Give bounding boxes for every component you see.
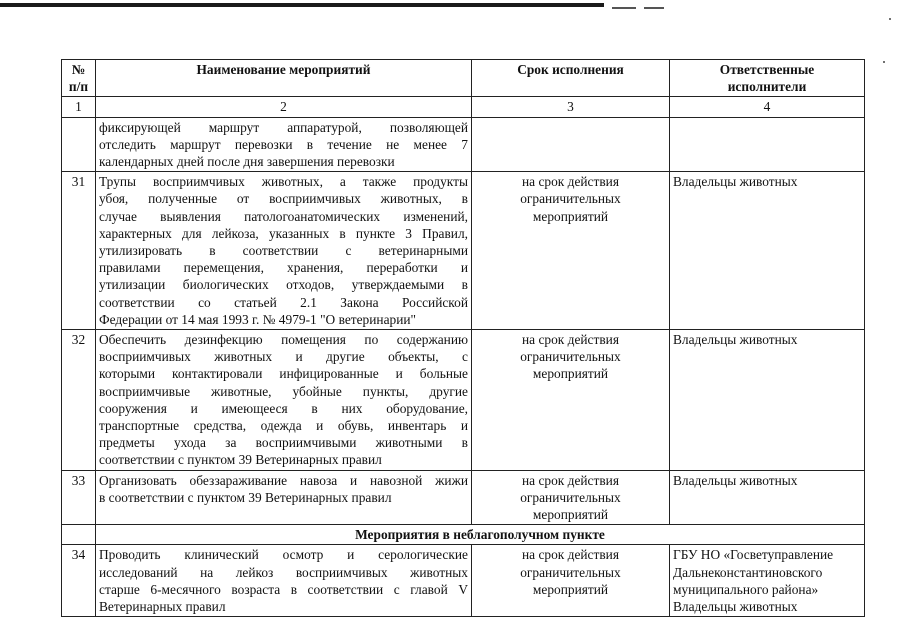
term-cell xyxy=(472,545,670,617)
text-line: которыми контактировали инфицированные и больные xyxy=(99,366,468,382)
row-number: 33 xyxy=(62,470,96,525)
measure-text xyxy=(96,545,472,617)
responsible-line: Дальнеконстантиновского xyxy=(673,564,823,580)
index-cell: 3 xyxy=(472,97,670,117)
header-resp-line1: Ответственные xyxy=(719,62,815,77)
text-line: отследить маршрут перевозки в течение не менее 7 xyxy=(99,136,468,152)
measure-text xyxy=(96,117,472,172)
term-line: ограничительных xyxy=(520,191,621,207)
text-line: Организовать обеззараживание навоза и навозной жижи xyxy=(99,472,468,488)
text-line: восприимчивые животные, убойные пункты, другие xyxy=(99,383,468,399)
header-term: Срок исполнения xyxy=(472,60,670,97)
index-cell: 2 xyxy=(96,97,472,117)
term-cell xyxy=(472,172,670,330)
header-num-line2: п/п xyxy=(68,79,89,95)
index-cell: 1 xyxy=(62,97,96,117)
scan-speck xyxy=(889,18,891,20)
term-line: мероприятий xyxy=(532,366,609,382)
responsible-line: Владельцы животных xyxy=(673,599,798,615)
scan-edge-dash xyxy=(612,7,636,9)
responsible-cell xyxy=(670,172,865,330)
text-line: сооружения и имеющееся в них оборудование, xyxy=(99,400,468,416)
text-line: убоя, полученные от восприимчивых животных, в xyxy=(99,191,468,207)
text-line: календарных дней после дня завершения перевозки xyxy=(99,154,395,170)
text-line: соответствии со статьей 2.1 Закона Российской xyxy=(99,294,468,310)
responsible-line: Владельцы животных xyxy=(673,332,798,348)
continuation-row xyxy=(62,117,865,172)
text-line: фиксирующей маршрут аппаратурой, позволяющей xyxy=(99,119,468,135)
responsible-line: ГБУ НО «Госветуправление xyxy=(673,547,834,563)
text-line: транспортные средства, одежда и обувь, инвентарь и xyxy=(99,418,468,434)
table-row xyxy=(62,470,865,525)
responsible-cell xyxy=(670,470,865,525)
term-line: на срок действия xyxy=(521,332,619,348)
term-line: мероприятий xyxy=(532,581,609,597)
measures-table xyxy=(61,59,865,617)
term-line: мероприятий xyxy=(532,208,609,224)
measure-text xyxy=(96,470,472,525)
section-row xyxy=(62,525,865,545)
text-line: старше 6-месячного возраста в соответствии с главой V xyxy=(99,581,468,597)
term-line: на срок действия xyxy=(521,547,619,563)
text-line: соответствии с пунктом 39 Ветеринарных правил xyxy=(99,452,382,468)
term-line: ограничительных xyxy=(520,564,621,580)
text-line: утилизации биологических отходов, утверждаемыми в xyxy=(99,277,468,293)
text-line: предметы ухода за восприимчивыми животными в xyxy=(99,435,468,451)
text-line: Проводить клинический осмотр и серологические xyxy=(99,547,468,563)
header-name: Наименование мероприятий xyxy=(96,60,472,97)
table-row xyxy=(62,172,865,330)
section-title: Мероприятия в неблагополучном пункте xyxy=(96,525,865,545)
responsible-cell xyxy=(670,330,865,471)
text-line: случае выявления патологоанатомических изменений, xyxy=(99,208,468,224)
term-line: на срок действия xyxy=(521,472,619,488)
term-line: ограничительных xyxy=(520,489,621,505)
row-number xyxy=(62,117,96,172)
text-line: Трупы восприимчивых животных, а также продукты xyxy=(99,174,468,190)
term-line: на срок действия xyxy=(521,174,619,190)
responsible-line: муниципального района» xyxy=(673,581,819,597)
text-line: правилами перемещения, хранения, переработки и xyxy=(99,260,468,276)
row-number: 32 xyxy=(62,330,96,471)
text-line: характерных для лейкоза, указанных в пункте 3 Правил, xyxy=(99,225,468,241)
scan-speck xyxy=(883,61,885,63)
text-line: в соответствии с пунктом 39 Ветеринарных правил xyxy=(99,489,392,505)
term-cell xyxy=(472,117,670,172)
index-row xyxy=(62,97,865,117)
text-line: Федерации от 14 мая 1993 г. № 4979-1 "О ветеринарии" xyxy=(99,311,417,327)
section-num-cell xyxy=(62,525,96,545)
term-cell xyxy=(472,330,670,471)
index-cell: 4 xyxy=(670,97,865,117)
table-row xyxy=(62,330,865,471)
scan-edge-dash xyxy=(644,7,664,9)
row-number: 34 xyxy=(62,545,96,617)
term-cell xyxy=(472,470,670,525)
responsible-cell xyxy=(670,117,865,172)
responsible-cell xyxy=(670,545,865,617)
header-responsible xyxy=(670,60,865,97)
responsible-line: Владельцы животных xyxy=(673,174,798,190)
term-line: мероприятий xyxy=(532,507,609,523)
table-row xyxy=(62,545,865,617)
responsible-line: Владельцы животных xyxy=(673,472,798,488)
header-num xyxy=(62,60,96,97)
scan-edge-bar xyxy=(0,3,604,7)
header-num-line1: № xyxy=(71,62,86,77)
term-line: ограничительных xyxy=(520,349,621,365)
text-line: восприимчивых животных и другие объекты, с xyxy=(99,349,468,365)
text-line: исследований на лейкоз восприимчивых животных xyxy=(99,564,468,580)
header-row xyxy=(62,60,865,97)
text-line: Обеспечить дезинфекцию помещения по содержанию xyxy=(99,332,468,348)
header-resp-line2: исполнители xyxy=(727,79,807,95)
text-line: утилизировать в соответствии с ветеринарными xyxy=(99,243,468,259)
row-number: 31 xyxy=(62,172,96,330)
measure-text xyxy=(96,330,472,471)
text-line: Ветеринарных правил xyxy=(99,599,226,615)
measure-text xyxy=(96,172,472,330)
